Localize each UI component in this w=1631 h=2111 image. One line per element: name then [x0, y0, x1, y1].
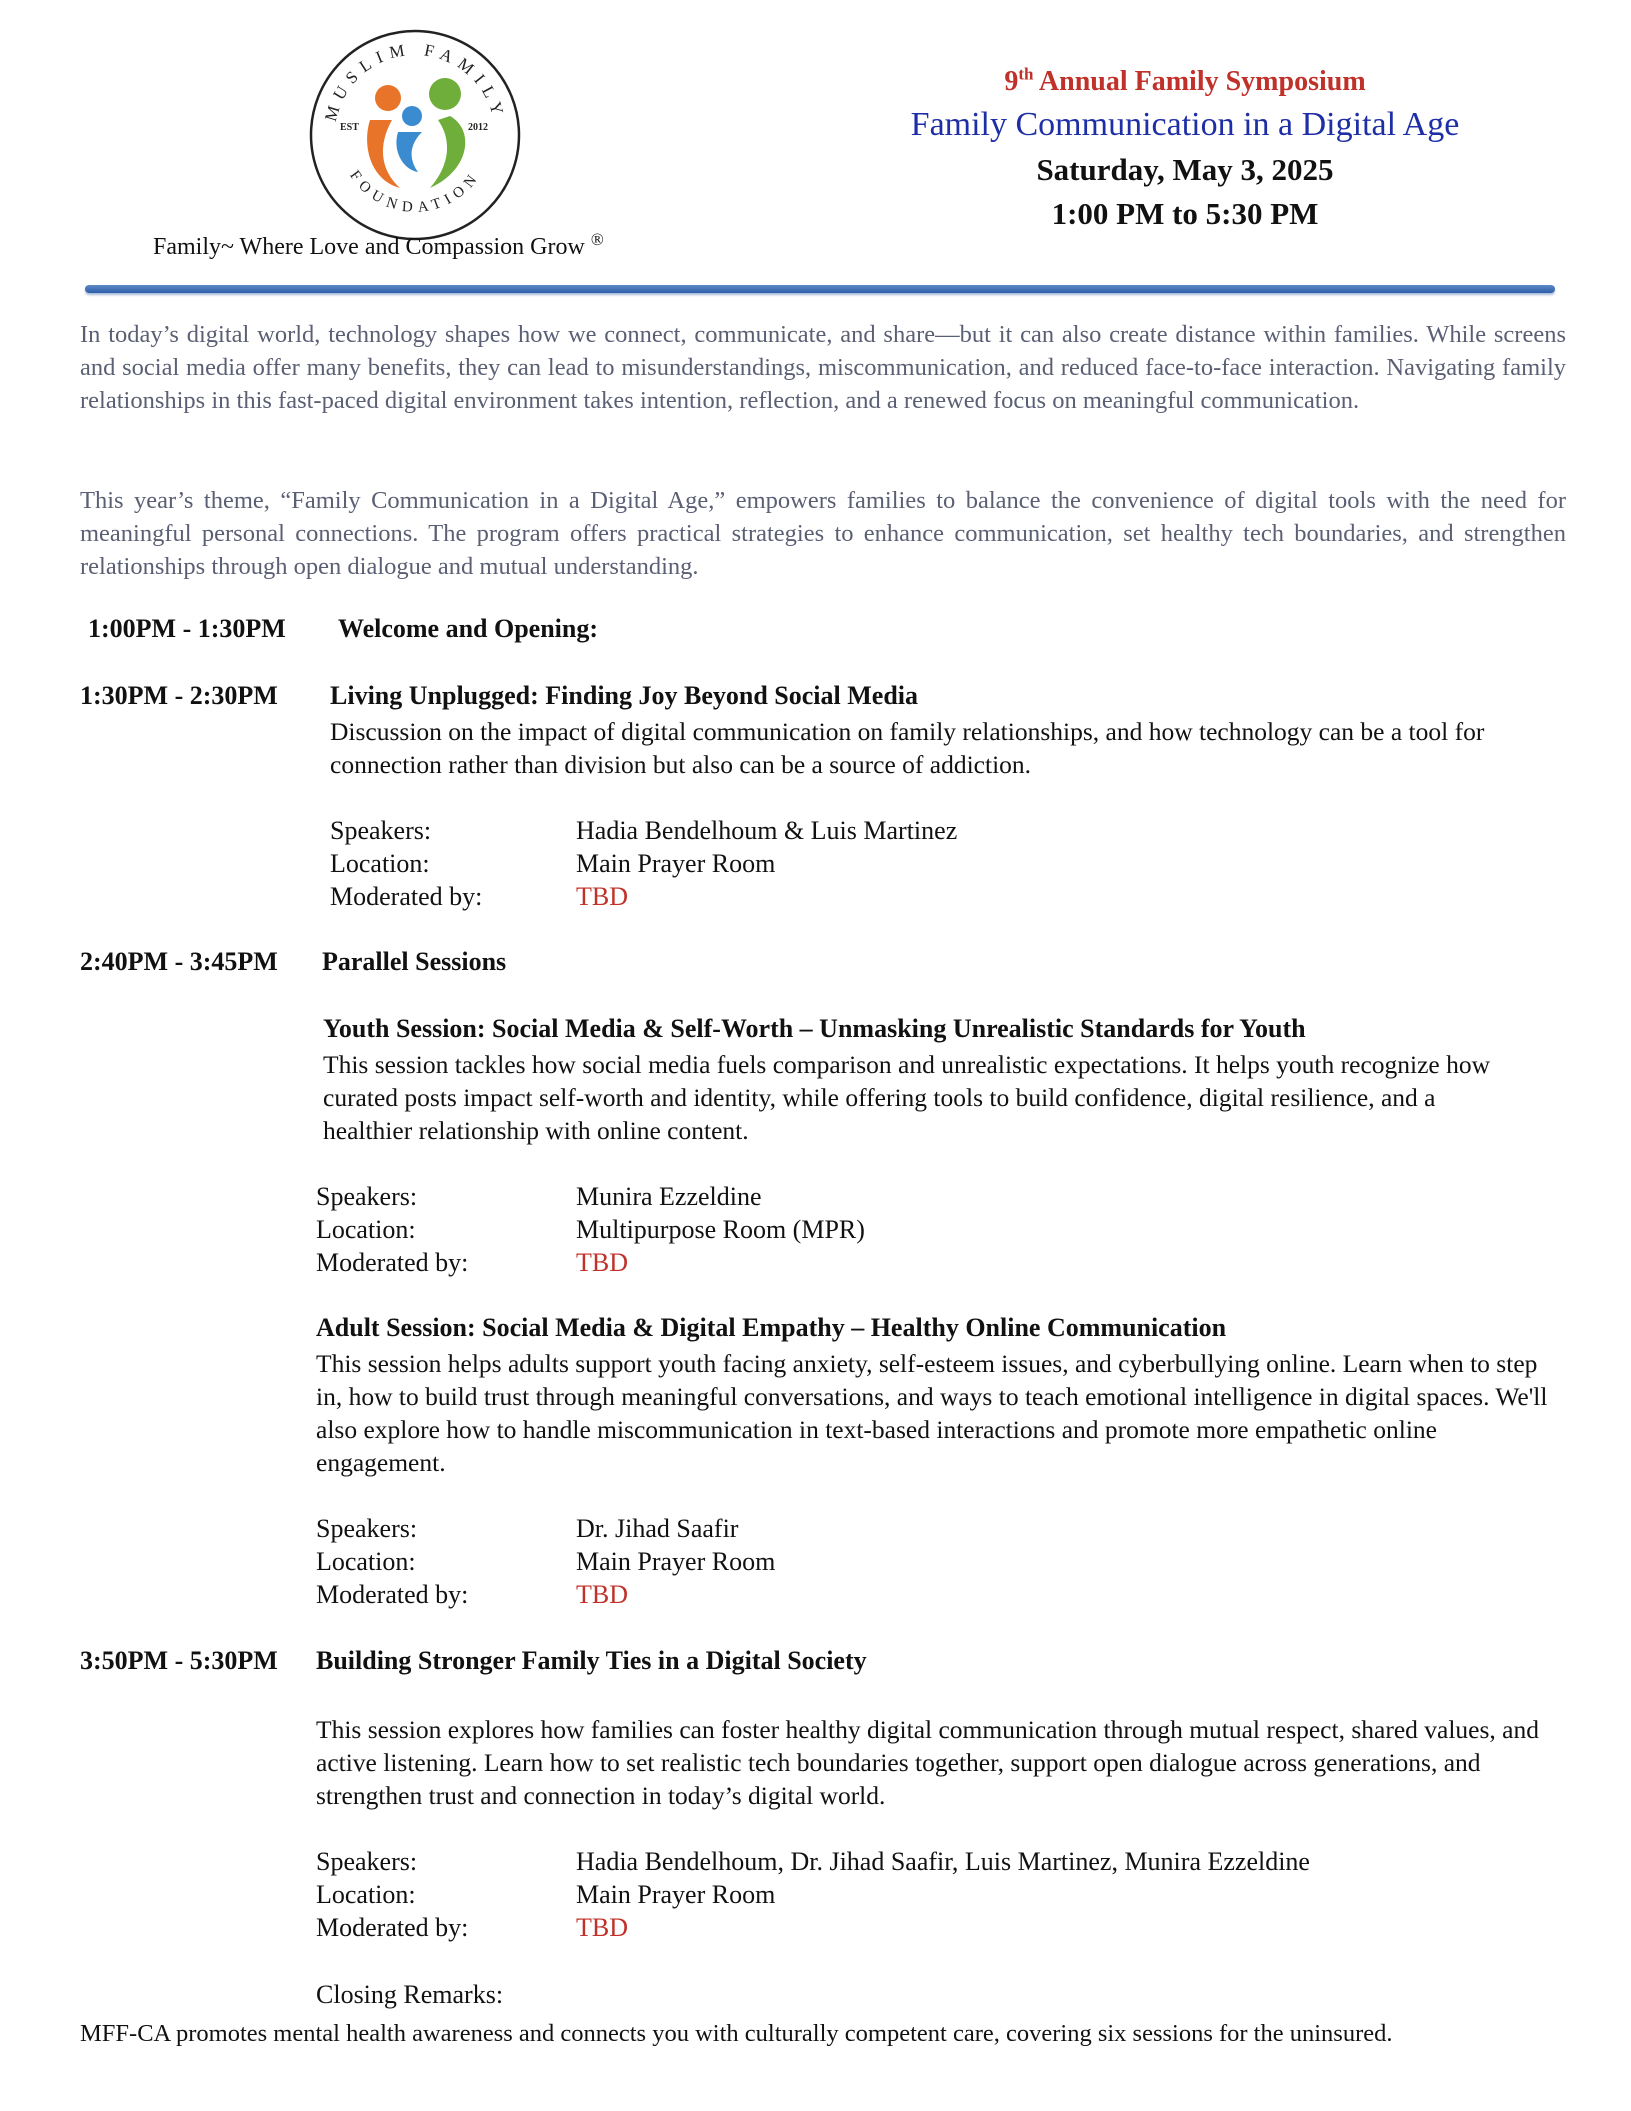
speakers-value: Dr. Jihad Saafir — [576, 1514, 739, 1543]
moderator-value: TBD — [576, 882, 628, 911]
header-divider — [85, 285, 1555, 293]
location-label: Location: — [316, 1547, 416, 1576]
agenda-welcome — [88, 614, 286, 644]
symposium-suffix: th — [1018, 64, 1034, 84]
agenda-time: 2:40PM - 3:45PM — [80, 947, 278, 976]
speakers-label: Speakers: — [330, 816, 432, 845]
event-date: Saturday, May 3, 2025 — [1036, 152, 1334, 187]
speakers-label: Speakers: — [316, 1514, 418, 1543]
speakers-label: Speakers: — [316, 1847, 418, 1876]
location-label: Location: — [316, 1215, 416, 1244]
session-title: Living Unplugged: Finding Joy Beyond Social Media — [330, 681, 919, 710]
intro-paragraph-1: In today’s digital world, technology shapes how we connect, communicate, and share—but it can also create distance within families. While screens and social media offer many benefits, they can lead to misunderstandings, miscommunication, and reduced face-to-face interaction. Navigating family relationships in this fast-paced digital environment takes intention, reflection, and a renewed focus on meaningful communication. — [80, 321, 1566, 414]
moderated-label: Moderated by: — [330, 882, 483, 911]
closing-remarks: Closing Remarks: — [316, 1980, 504, 2009]
agenda-time: 1:00PM - 1:30PM — [88, 614, 286, 643]
youth-session-description: This session tackles how social media fuels comparison and unrealistic expectations. It helps youth recognize how curated posts impact self-worth and identity, while offering tools to build confidence, digital resilience, and a healthier relationship with online content. — [323, 1050, 1491, 1145]
speakers-value: Hadia Bendelhoum, Dr. Jihad Saafir, Luis Martinez, Munira Ezzeldine — [576, 1847, 1310, 1876]
logo-est: EST — [340, 122, 359, 133]
logo-year: 2012 — [468, 122, 488, 133]
event-theme: Family Communication in a Digital Age — [910, 106, 1460, 143]
youth-session-details — [316, 1180, 1516, 1280]
adult-session-title: Adult Session: Social Media & Digital Empathy – Healthy Online Communication — [316, 1313, 1227, 1342]
event-time: 1:00 PM to 5:30 PM — [1051, 196, 1319, 231]
session-details — [330, 814, 1530, 914]
symposium-rest: Annual Family Symposium — [1033, 66, 1366, 97]
intro-paragraph-2: This year’s theme, “Family Communication in a Digital Age,” empowers families to balance the convenience of digital tools with the need for meaningful personal connections. The program offers practical strategies to enhance communication, set healthy tech boundaries, and strengthen relationships through open dialogue and mutual understanding. — [80, 487, 1566, 580]
session-description: Discussion on the impact of digital communication on family relationships, and how technology can be a tool for connection rather than division but also can be a source of addiction. — [330, 717, 1485, 779]
session-details — [316, 1845, 1556, 1945]
moderator-value: TBD — [576, 1580, 628, 1609]
symposium-title — [820, 62, 1550, 102]
tagline-text: Family~ Where Love and Compassion Grow — [153, 234, 585, 260]
location-value: Main Prayer Room — [576, 1547, 776, 1576]
location-value: Multipurpose Room (MPR) — [576, 1215, 865, 1244]
moderator-value: TBD — [576, 1913, 628, 1942]
location-value: Main Prayer Room — [576, 849, 776, 878]
adult-session-details — [316, 1512, 1516, 1612]
speakers-label: Speakers: — [316, 1182, 418, 1211]
moderated-label: Moderated by: — [316, 1248, 469, 1277]
logo-emblem-icon — [300, 20, 530, 250]
foundation-tagline — [153, 230, 604, 261]
moderated-label: Moderated by: — [316, 1913, 469, 1942]
location-value: Main Prayer Room — [576, 1880, 776, 1909]
location-label: Location: — [316, 1880, 416, 1909]
agenda-time: 1:30PM - 2:30PM — [80, 681, 278, 710]
speakers-value: Munira Ezzeldine — [576, 1182, 762, 1211]
youth-session-title: Youth Session: Social Media & Self-Worth – Unmasking Unrealistic Standards for Youth — [323, 1014, 1306, 1043]
svg-text:FOUNDATION — [346, 168, 484, 216]
symposium-number: 9 — [1004, 66, 1019, 97]
adult-session-description: This session helps adults support youth facing anxiety, self-esteem issues, and cyberbullying online. Learn when to step in, how to build trust through meaningful conversations, and ways to teach emotional intelligence in digital spaces. We'll also explore how to handle miscommunication in text-based interactions and promote more empathetic online engagement. — [316, 1349, 1548, 1477]
session-title: Building Stronger Family Ties in a Digital Society — [316, 1646, 867, 1675]
event-header — [820, 62, 1550, 236]
session-title: Parallel Sessions — [322, 947, 507, 976]
agenda-time: 3:50PM - 5:30PM — [80, 1646, 278, 1675]
logo-top-text: MUSLIM FAMILY — [320, 39, 509, 124]
registered-mark: ® — [590, 230, 604, 249]
speakers-value: Hadia Bendelhoum & Luis Martinez — [576, 816, 958, 845]
moderator-value: TBD — [576, 1248, 628, 1277]
session-description: This session explores how families can foster healthy digital communication through mutual respect, shared values, and active listening. Learn how to set realistic tech boundaries together, support open dialogue across generations, and strengthen trust and connection in today’s digital world. — [316, 1715, 1539, 1810]
logo-bottom-text: FOUNDATION — [346, 167, 484, 217]
location-label: Location: — [330, 849, 430, 878]
agenda-welcome-title: Welcome and Opening: — [338, 614, 599, 643]
footer-note: MFF-CA promotes mental health awareness and connects you with culturally competent care, covering six sessions for the uninsured. — [80, 2020, 1393, 2047]
moderated-label: Moderated by: — [316, 1580, 469, 1609]
foundation-logo — [300, 20, 530, 250]
